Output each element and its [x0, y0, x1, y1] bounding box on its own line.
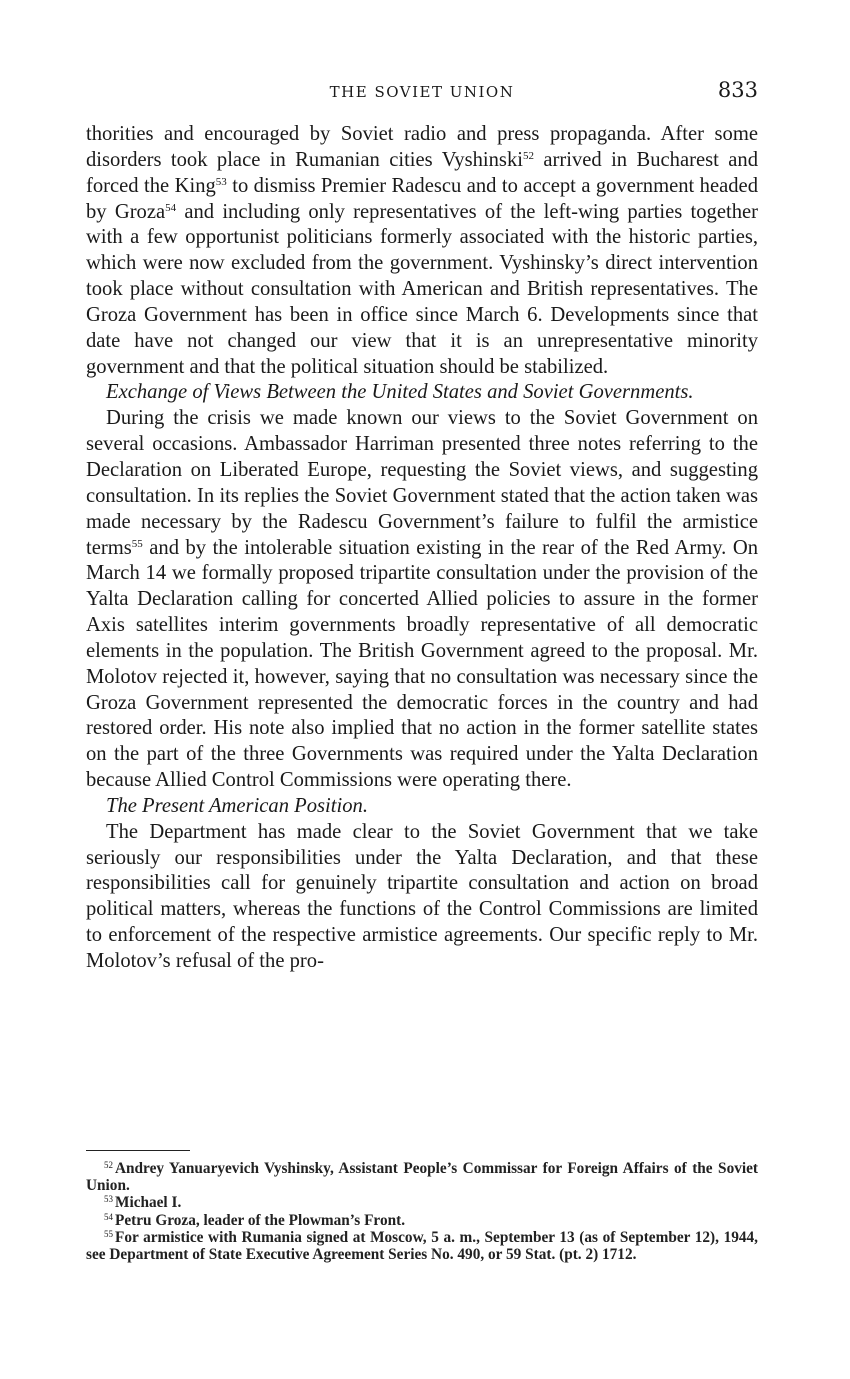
section-heading: The Present American Position. — [106, 794, 368, 817]
text-run: to dismiss Premier Radescu and to accept a government headed by Groza — [86, 174, 758, 223]
footnote-text: For armistice with Rumania signed at Moscow, 5 a. m., September 13 (as of September 12), 1944, see Department of State Executive Agreement Series No. 490, or 59 Stat. (pt. 2) 1712. — [86, 1228, 758, 1264]
paragraph — [86, 122, 758, 380]
running-header — [86, 78, 758, 108]
running-title: THE SOVIET UNION — [329, 83, 515, 101]
paragraph — [86, 406, 758, 794]
footnote-mark: 53 — [104, 1194, 113, 1205]
text-run: and by the intolerable situation existing in the rear of the Red Army. On March 14 we formally proposed tripartite consultation under the provision of the Yalta Declaration calling for concerted Allied policies to assure in the former Axis satellites interim governments broadly representative of all democratic elements in the population. The British Government agreed to the proposal. Mr. Molotov rejected it, however, saying that no consultation was necessary since the Groza Government represented the democratic forces in the country and had restored order. His note also implied that no action in the former satellite states on the part of the three Governments was required under the Yalta Declaration because Allied Control Commissions were operating there. — [86, 536, 758, 792]
footnote-text: Andrey Yanuaryevich Vyshinsky, Assistant People’s Commissar for Foreign Affairs of the Soviet Union. — [86, 1160, 758, 1195]
footnote — [86, 1194, 758, 1211]
page-number: 833 — [717, 78, 758, 102]
footnote-reference: 53 — [215, 175, 227, 188]
text-run: arrived in Bucharest and forced the King — [86, 148, 758, 197]
footnotes — [86, 1160, 758, 1263]
section-heading: Exchange of Views Between the United States and Soviet Governments. — [106, 381, 694, 404]
footnote-reference: 52 — [522, 149, 534, 162]
footnote-reference: 54 — [165, 201, 177, 214]
footnote-reference: 55 — [131, 537, 143, 550]
body-text — [86, 122, 758, 975]
footnote — [86, 1212, 758, 1229]
footnote — [86, 1160, 758, 1194]
footnote — [86, 1229, 758, 1263]
footnote-mark: 52 — [104, 1160, 113, 1170]
footnote-divider — [86, 1150, 190, 1151]
text-run: During the crisis we made known our views to the Soviet Government on several occasions. Ambassador Harriman presented three notes referring to the Declaration on Liberated Europe, requesting the Soviet views, and suggesting consultation. In its replies the Soviet Government stated that the action taken was made necessary by the Radescu Government’s failure to fulfil the armistice terms — [86, 407, 758, 559]
footnote-text: Michael I. — [115, 1194, 182, 1212]
footnote-mark: 55 — [104, 1228, 113, 1239]
footnote-text: Petru Groza, leader of the Plowman’s Front. — [115, 1211, 406, 1229]
footnote-mark: 54 — [104, 1211, 113, 1222]
paragraph: The Department has made clear to the Soviet Government that we take seriously our responsibilities under the Yalta Declaration, and that these responsibilities call for genuinely tripartite consultation and action on broad political matters, whereas the functions of the Control Commissions are limited to enforcement of the respective armistice agreements. Our specific reply to Mr. Molotov’s refusal of the pro- — [86, 820, 758, 972]
text-run: thorities and encouraged by Soviet radio and press propaganda. After some disorders took place in Rumanian cities Vyshinski — [86, 123, 758, 171]
text-run: and including only representatives of the left-wing parties together with a few opportunist politicians formerly associated with the historic parties, which were now excluded from the government. Vyshinsky’s direct intervention took place without consultation with American and British representatives. The Groza Government has been in office since March 6. Developments since that date have not changed our view that it is an unrepresentative minority government and that the political situation should be stabilized. — [86, 200, 758, 378]
